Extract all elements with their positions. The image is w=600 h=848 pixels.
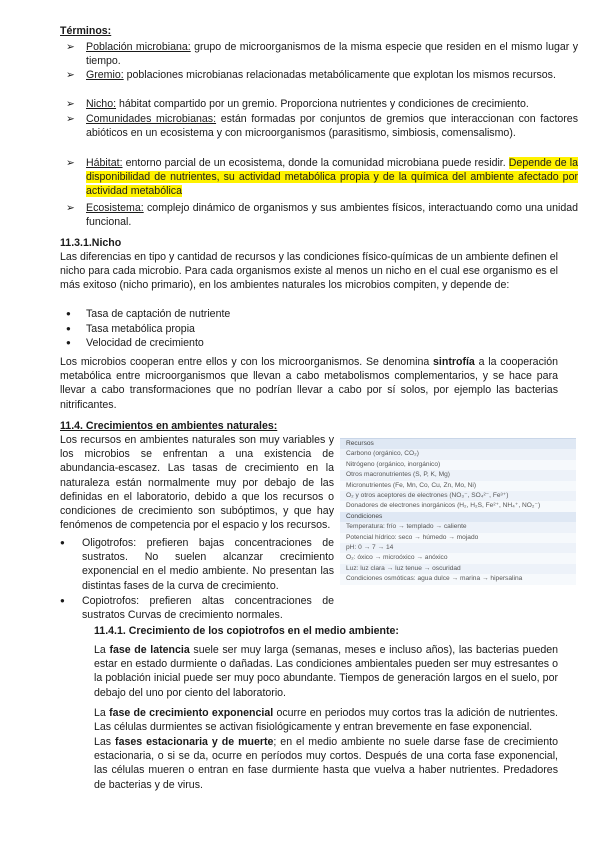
term-text: complejo dinámico de organismos y sus ambientes físicos, interactuando como una unidad funcional. [86, 202, 578, 229]
arrow-bullet-icon: ➢ [66, 41, 75, 53]
nicho-bullet-2: ● Tasa metabólica propia [66, 323, 195, 335]
term-text: grupo de microorganismos de la misma especie que residen en el mismo lugar y tiempo. [86, 41, 578, 68]
condiciones-row: Luz: luz clara → luz tenue → oscuridad [340, 564, 576, 574]
term-item-comunidades [66, 112, 578, 140]
condiciones-row: Potencial hídrico: seco → húmedo → mojado [340, 533, 576, 543]
latencia-term: fase de latencia [109, 644, 190, 656]
term-item-ecosistema [66, 201, 578, 229]
arrow-bullet-icon: ➢ [66, 202, 75, 214]
recursos-header: Recursos [340, 439, 576, 449]
term-label: Comunidades microbianas: [86, 113, 217, 125]
nicho-heading: 11.3.1.Nicho [60, 237, 122, 249]
terminos-heading: Términos: [60, 25, 112, 37]
term-label: Gremio: [86, 69, 124, 81]
crecimientos-heading: 11.4. Crecimientos en ambientes naturales: [60, 420, 278, 432]
recursos-row: Carbono (orgánico, CO₂) [340, 449, 576, 459]
term-item-nicho [66, 97, 578, 111]
arrow-bullet-icon: ➢ [66, 113, 75, 125]
dot-bullet-icon: ● [60, 538, 65, 547]
recursos-condiciones-table [340, 438, 576, 585]
recursos-row: Otros macronutrientes (S, P, K, Mg) [340, 470, 576, 480]
term-item-habitat [66, 156, 578, 199]
crecimientos-paragraph: Los recursos en ambientes naturales son muy variables y los microbios se enfrentan a una existencia de abundancia-escasez. Las tasas de crecimiento en la naturaleza están normalmente muy por debajo de las definidas en el laboratorio, debido a que los recursos o condiciones de crecimiento son subóptimos, y que hay fenómenos de competencia por el espacio y los recursos. [60, 434, 334, 532]
exponencial-term: fase de crecimiento exponencial [109, 707, 274, 719]
arrow-bullet-icon: ➢ [66, 69, 75, 81]
arrow-bullet-icon: ➢ [66, 157, 75, 169]
oligotrofos-bullet: ● Oligotrofos: prefieren bajas concentraciones de sustratos. No suelen alcanzar crecimiento exponencial en el medio ambiente. No presentan las distintas fases de la curva de crecimiento. [60, 537, 334, 592]
term-label: Ecosistema: [86, 202, 144, 214]
term-item-gremio [66, 68, 578, 82]
sintrofia-term: sintrofía [433, 356, 475, 368]
dot-bullet-icon: ● [60, 596, 65, 605]
highlighted-text: Depende de la disponibilidad de nutrientes, su actividad metabólica propia y de la química del ambiente afectado por actividad metabólica [86, 157, 578, 198]
condiciones-row: Temperatura: frío → templado → caliente [340, 522, 576, 532]
dot-bullet-icon: ● [66, 324, 71, 333]
condiciones-header: Condiciones [340, 512, 576, 522]
condiciones-row: Condiciones osmóticas: agua dulce → marina → hipersalina [340, 574, 576, 584]
sintrofia-paragraph: Los microbios cooperan entre ellos y con los microorganismos. Se denomina sintrofía a la cooperación metabólica entre microorganismos que llevan a cabo metabolismos complementarios, y se hace para llevar a cabo transformaciones que no podrían llevar a cabo por sí solos, por ejemplo las bacterias nitrificantes. [60, 356, 559, 411]
term-text: entorno parcial de un ecosistema, donde la comunidad microbiana puede residir. [122, 157, 509, 169]
latencia-paragraph: La fase de latencia suele ser muy larga (semanas, meses e incluso años), las bacterias pueden estar en estado durmiente o dañadas. Las condiciones ambientales pueden ser muy estresantes o la población inicial puede ser muy poco abundante. Tiempos de generación largos en el suelo, por debajo del uno por ciento del laboratorio. [94, 644, 559, 699]
term-text: hábitat compartido por un gremio. Proporciona nutrientes y condiciones de crecimiento. [116, 98, 529, 110]
exponencial-paragraph: La fase de crecimiento exponencial ocurre en periodos muy cortos tras la adición de nutrientes. Las células durmientes se activan fisiológicamente y entran brevemente en fase exponencial. [94, 707, 558, 734]
recursos-row: O₂ y otros aceptores de electrones (NO₃⁻, SO₄²⁻, Fe³⁺) [340, 491, 576, 501]
dot-bullet-icon: ● [66, 338, 71, 347]
term-item-poblacion [66, 40, 578, 68]
dot-bullet-icon: ● [66, 309, 71, 318]
term-label: Nicho: [86, 98, 117, 110]
estacionaria-paragraph: Las fases estacionaria y de muerte; en el medio ambiente no suele darse fase de crecimiento estacionaria, o si se da, ocurre en períodos muy cortos. Después de una corta fase exponencial, las células mueren o entran en fase durmiente hasta que vuelva a haber nutrientes. Predadores de bacterias y de virus. [94, 736, 559, 791]
condiciones-row: O₂: óxico → microóxico → anóxico [340, 553, 576, 563]
condiciones-row: pH: 0 → 7 → 14 [340, 543, 576, 553]
term-text: están formadas por conjuntos de gremios que interaccionan con factores abióticos en un ecosistema y con microorganismos (parasitismo, simbiosis, comensalismo). [86, 113, 578, 140]
recursos-row: Nitrógeno (orgánico, inorgánico) [340, 460, 576, 470]
term-text: poblaciones microbianas relacionadas metabólicamente que explotan los mismos recursos. [123, 69, 556, 81]
nicho-bullet-1: ● Tasa de captación de nutriente [66, 308, 231, 320]
copiotrofos-heading: 11.4.1. Crecimiento de los copiotrofos en el medio ambiente: [94, 625, 399, 637]
recursos-row: Donadores de electrones inorgánicos (H₂, H₂S, Fe²⁺, NH₄⁺, NO₂⁻) [340, 501, 576, 511]
estacionaria-term: fases estacionaria y de muerte [115, 736, 274, 748]
recursos-row: Micronutrientes (Fe, Mn, Co, Cu, Zn, Mo, Ni) [340, 481, 576, 491]
arrow-bullet-icon: ➢ [66, 98, 75, 110]
nicho-bullet-3: ● Velocidad de crecimiento [66, 337, 204, 349]
term-label: Población microbiana: [86, 41, 191, 53]
copiotrofos-bullet: ● Copiotrofos: prefieren altas concentraciones de sustratos Curvas de crecimiento normales. [60, 595, 334, 622]
term-label: Hábitat: [86, 157, 123, 169]
nicho-paragraph: Las diferencias en tipo y cantidad de recursos y las condiciones físico-químicas de un ambiente definen el nicho para cada microbio. Para cada organismos existe al menos un nicho en el cual ese organismo es el más exitoso (nicho primario), en los ambientes naturales los microbios compiten, y depende de: [60, 251, 558, 292]
